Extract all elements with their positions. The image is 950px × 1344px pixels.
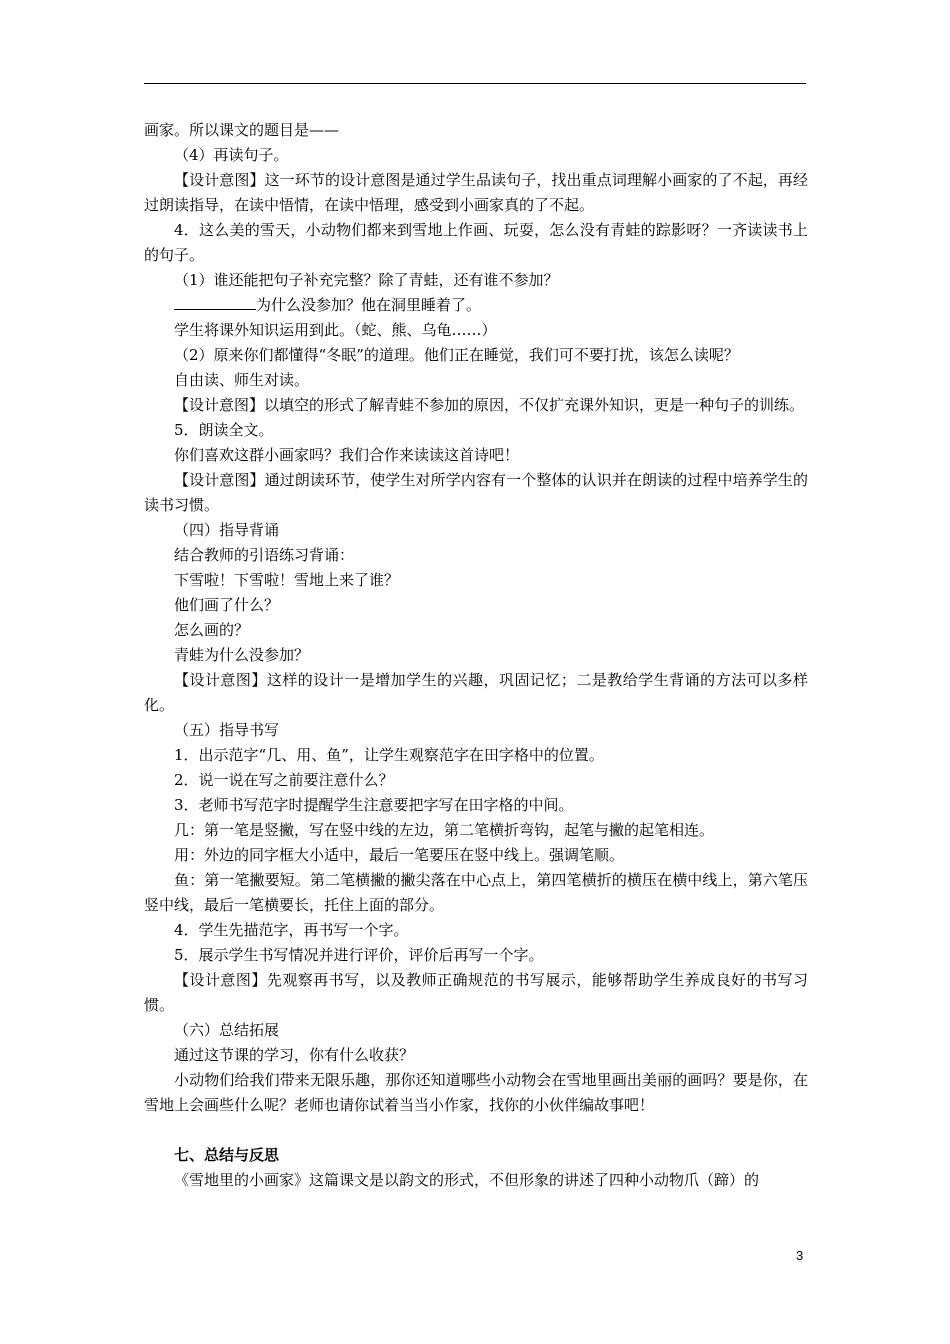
paragraph [144,1168,808,1193]
paragraph-text: （四）指导背诵 [174,521,280,539]
paragraph-text: 画家。所以课文的题目是—— [144,121,340,139]
paragraph [144,918,808,943]
paragraph-text: 通过这节课的学习，你有什么收获？ [174,1046,415,1064]
paragraph-text: 【设计意图】通过朗读环节，使学生对所学内容有一个整体的认识并在朗读的过程中培养学生的读书习惯。 [144,471,808,514]
paragraph-text: 3．老师书写范字时提醒学生注意要把字写在田字格的中间。 [174,796,574,814]
paragraph [144,1068,808,1118]
paragraph [144,418,808,443]
paragraph [144,468,808,518]
fill-in-blank [174,293,256,310]
paragraph-text: 2．说一说在写之前要注意什么？ [174,771,394,789]
paragraph [144,393,808,418]
paragraph [144,1043,808,1068]
paragraph-text: 下雪啦！下雪啦！雪地上来了谁？ [174,571,400,589]
paragraph-text: 你们喜欢这群小画家吗？我们合作来读读这首诗吧！ [174,446,520,464]
paragraph [144,518,808,543]
header-rule [144,83,806,84]
paragraph [144,368,808,393]
paragraph-text: 4．这么美的雪天，小动物们都来到雪地上作画、玩耍，怎么没有青蛙的踪影呀？一齐读读书上的句子。 [144,221,808,264]
paragraph [144,618,808,643]
paragraph [144,293,808,318]
paragraph [144,668,808,718]
paragraph-text: （1）谁还能把句子补充完整？除了青蛙，还有谁不参加？ [174,271,559,289]
paragraph-text: 小动物们给我们带来无限乐趣，那你还知道哪些小动物会在雪地里画出美丽的画吗？要是你，在雪地上会画些什么呢？老师也请你试着当当小作家，找你的小伙伴编故事吧！ [144,1071,808,1114]
paragraph-text: 自由读、师生对读。 [174,371,310,389]
paragraph-text: 《雪地里的小画家》这篇课文是以韵文的形式，不但形象的讲述了四种小动物爪（蹄）的 [174,1171,760,1189]
paragraph [144,168,808,218]
paragraph [144,943,808,968]
paragraph-text: 5．展示学生书写情况并进行评价，评价后再写一个字。 [174,946,544,964]
paragraph [144,718,808,743]
paragraph-text: 【设计意图】这一环节的设计意图是通过学生品读句子，找出重点词理解小画家的了不起，再经过朗读指导，在读中悟情，在读中悟理，感受到小画家真的了不起。 [144,171,808,214]
paragraph-text: 怎么画的？ [174,621,250,639]
paragraph [144,793,808,818]
section-heading [144,1143,808,1168]
paragraph-text: 【设计意图】以填空的形式了解青蛙不参加的原因，不仅扩充课外知识，更是一种句子的训练。 [174,396,805,414]
paragraph-spacer [144,1118,808,1143]
paragraph [144,543,808,568]
paragraph-text: 为什么没参加？他在洞里睡着了。 [256,296,482,314]
paragraph-text: 5．朗读全文。 [174,421,274,439]
paragraph-text: 青蛙为什么没参加？ [174,646,310,664]
document-body [144,118,808,1193]
paragraph-text: 【设计意图】这样的设计一是增加学生的兴趣，巩固记忆；二是教给学生背诵的方法可以多样化。 [144,671,808,714]
paragraph [144,968,808,1018]
paragraph-text: 4．学生先描范字，再书写一个字。 [174,921,409,939]
paragraph-text: 鱼：第一笔撇要短。第二笔横撇的撇尖落在中心点上，第四笔横折的横压在横中线上，第六笔压竖中线，最后一笔横要长，托住上面的部分。 [144,871,808,914]
paragraph [144,843,808,868]
paragraph [144,593,808,618]
paragraph-text: 1．出示范字“几、用、鱼”，让学生观察范字在田字格中的位置。 [174,746,604,764]
paragraph-text: 学生将课外知识运用到此。（蛇、熊、乌龟……） [174,321,497,339]
paragraph-text: （4）再读句子。 [174,146,289,164]
paragraph [144,318,808,343]
page-number: 3 [796,1248,804,1263]
paragraph-text: （六）总结拓展 [174,1021,280,1039]
paragraph-text: 【设计意图】先观察再书写，以及教师正确规范的书写展示，能够帮助学生养成良好的书写习惯。 [144,971,808,1014]
paragraph-text: 结合教师的引语练习背诵： [174,546,355,564]
paragraph-text: 他们画了什么？ [174,596,280,614]
paragraph-text: 七、总结与反思 [174,1146,280,1164]
paragraph [144,443,808,468]
paragraph [144,118,808,143]
paragraph [144,268,808,293]
paragraph [144,643,808,668]
paragraph [144,868,808,918]
paragraph [144,743,808,768]
paragraph-text: （2）原来你们都懂得“冬眠”的道理。他们正在睡觉，我们可不要打扰，该怎么读呢？ [174,346,739,364]
paragraph-text: （五）指导书写 [174,721,280,739]
paragraph [144,218,808,268]
paragraph-text: 几：第一笔是竖撇，写在竖中线的左边，第二笔横折弯钩，起笔与撇的起笔相连。 [174,821,715,839]
paragraph [144,768,808,793]
paragraph [144,143,808,168]
paragraph [144,818,808,843]
paragraph [144,568,808,593]
paragraph [144,1018,808,1043]
paragraph-text: 用：外边的同字框大小适中，最后一笔要压在竖中线上。强调笔顺。 [174,846,625,864]
paragraph [144,343,808,368]
